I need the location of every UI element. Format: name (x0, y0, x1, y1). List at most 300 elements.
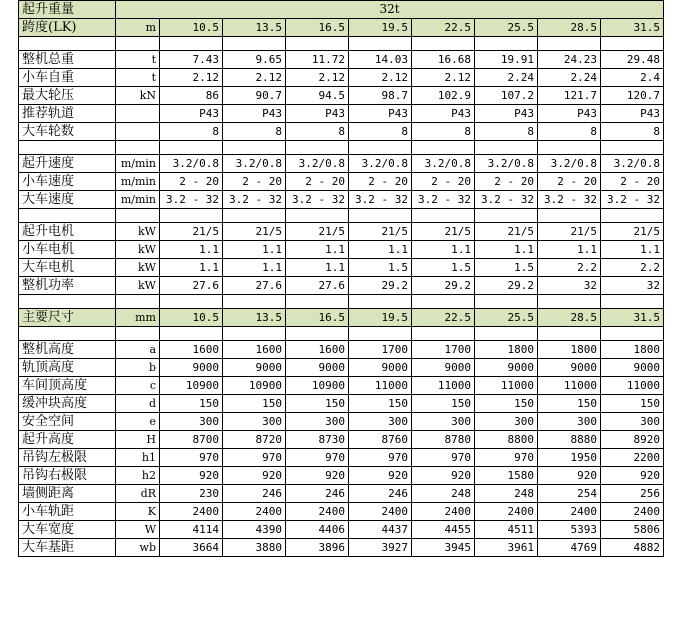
value-cell: 2.12 (160, 69, 223, 87)
empty-cell (538, 209, 601, 223)
value-cell: 1800 (601, 341, 664, 359)
empty-cell (349, 209, 412, 223)
value-cell: 150 (412, 395, 475, 413)
table-row (19, 521, 664, 539)
value-cell: 1.1 (538, 241, 601, 259)
value-cell: 3.2 - 32 (223, 191, 286, 209)
value-cell: 3.2/0.8 (160, 155, 223, 173)
value-cell: 8 (286, 123, 349, 141)
value-cell: 3.2/0.8 (349, 155, 412, 173)
empty-cell (412, 141, 475, 155)
value-cell: 11000 (538, 377, 601, 395)
value-cell: 1.1 (160, 259, 223, 277)
value-cell: 150 (349, 395, 412, 413)
value-cell: 22.5 (412, 309, 475, 327)
value-cell: 28.5 (538, 19, 601, 37)
value-cell: 8920 (601, 431, 664, 449)
empty-cell (223, 295, 286, 309)
empty-cell (19, 327, 116, 341)
value-cell: 9000 (286, 359, 349, 377)
value-cell: 2.12 (286, 69, 349, 87)
row-label: 整机高度 (19, 341, 116, 359)
value-cell: 300 (538, 413, 601, 431)
empty-cell (538, 295, 601, 309)
value-cell: 29.48 (601, 51, 664, 69)
value-cell: 970 (160, 449, 223, 467)
empty-cell (412, 327, 475, 341)
value-cell: 11000 (349, 377, 412, 395)
value-cell: 1600 (223, 341, 286, 359)
value-cell: 3945 (412, 539, 475, 557)
dimensions-header-row (19, 309, 664, 327)
empty-cell (116, 295, 160, 309)
value-cell: 150 (223, 395, 286, 413)
value-cell: P43 (160, 105, 223, 123)
value-cell: 11000 (601, 377, 664, 395)
value-cell: 31.5 (601, 309, 664, 327)
value-cell: 8 (349, 123, 412, 141)
row-label: 推荐轨道 (19, 105, 116, 123)
value-cell: 920 (538, 467, 601, 485)
value-cell: 2 - 20 (538, 173, 601, 191)
value-cell: 86 (160, 87, 223, 105)
table-row (19, 503, 664, 521)
value-cell: 4769 (538, 539, 601, 557)
value-cell: 29.2 (475, 277, 538, 295)
value-cell: 10900 (223, 377, 286, 395)
row-unit (116, 105, 160, 123)
value-cell: 248 (412, 485, 475, 503)
empty-cell (349, 327, 412, 341)
empty-cell (160, 295, 223, 309)
value-cell: 9000 (475, 359, 538, 377)
value-cell: 3.2 - 32 (349, 191, 412, 209)
value-cell: 8 (160, 123, 223, 141)
empty-cell (286, 209, 349, 223)
empty-cell (601, 37, 664, 51)
value-cell: 248 (475, 485, 538, 503)
value-cell: 3.2 - 32 (286, 191, 349, 209)
value-cell: 2.24 (475, 69, 538, 87)
row-label: 起升速度 (19, 155, 116, 173)
value-cell: 1.1 (160, 241, 223, 259)
span-row (19, 19, 664, 37)
value-cell: 1.5 (475, 259, 538, 277)
table-row (19, 223, 664, 241)
value-cell: 3.2 - 32 (160, 191, 223, 209)
value-cell: 300 (601, 413, 664, 431)
row-label: 大车基距 (19, 539, 116, 557)
empty-cell (349, 295, 412, 309)
value-cell: P43 (475, 105, 538, 123)
value-cell: 9.65 (223, 51, 286, 69)
value-cell: 254 (538, 485, 601, 503)
value-cell: 3880 (223, 539, 286, 557)
value-cell: 2 - 20 (475, 173, 538, 191)
value-cell: 3896 (286, 539, 349, 557)
value-cell: 9000 (601, 359, 664, 377)
value-cell: 16.5 (286, 309, 349, 327)
row-unit: m/min (116, 173, 160, 191)
empty-cell (286, 295, 349, 309)
value-cell: P43 (223, 105, 286, 123)
value-cell: 150 (601, 395, 664, 413)
value-cell: 10.5 (160, 309, 223, 327)
row-label: 最大轮压 (19, 87, 116, 105)
value-cell: 970 (412, 449, 475, 467)
value-cell: 920 (601, 467, 664, 485)
empty-cell (538, 327, 601, 341)
value-cell: 4511 (475, 521, 538, 539)
value-cell: 107.2 (475, 87, 538, 105)
value-cell: 3.2 - 32 (475, 191, 538, 209)
row-unit: h2 (116, 467, 160, 485)
row-unit: m/min (116, 191, 160, 209)
value-cell: 21/5 (538, 223, 601, 241)
empty-cell (116, 209, 160, 223)
table-row (19, 377, 664, 395)
row-unit: d (116, 395, 160, 413)
value-cell: 21/5 (349, 223, 412, 241)
value-cell: 9000 (349, 359, 412, 377)
row-unit: a (116, 341, 160, 359)
empty-cell (349, 37, 412, 51)
value-cell: 4455 (412, 521, 475, 539)
row-unit: c (116, 377, 160, 395)
value-cell: 8 (538, 123, 601, 141)
value-cell: 8730 (286, 431, 349, 449)
value-cell: 25.5 (475, 309, 538, 327)
value-cell: 2400 (160, 503, 223, 521)
row-label: 小车电机 (19, 241, 116, 259)
value-cell: 3664 (160, 539, 223, 557)
empty-cell (19, 209, 116, 223)
spacer-row (19, 141, 664, 155)
empty-cell (223, 141, 286, 155)
empty-cell (286, 141, 349, 155)
value-cell: 2.12 (349, 69, 412, 87)
value-cell: 4437 (349, 521, 412, 539)
row-label: 小车轨距 (19, 503, 116, 521)
value-cell: 246 (286, 485, 349, 503)
empty-cell (286, 37, 349, 51)
value-cell: 970 (286, 449, 349, 467)
value-cell: 3.2/0.8 (538, 155, 601, 173)
value-cell: 1700 (349, 341, 412, 359)
value-cell: 2200 (601, 449, 664, 467)
value-cell: 32 (538, 277, 601, 295)
value-cell: 29.2 (349, 277, 412, 295)
value-cell: 2 - 20 (286, 173, 349, 191)
value-cell: 3.2/0.8 (223, 155, 286, 173)
empty-cell (19, 37, 116, 51)
value-cell: 970 (475, 449, 538, 467)
value-cell: 10900 (286, 377, 349, 395)
value-cell: 8 (223, 123, 286, 141)
empty-cell (349, 141, 412, 155)
value-cell: 2400 (223, 503, 286, 521)
row-unit: kW (116, 241, 160, 259)
row-unit: kN (116, 87, 160, 105)
value-cell: 1800 (538, 341, 601, 359)
crane-spec-table (18, 0, 664, 557)
value-cell: 27.6 (160, 277, 223, 295)
row-unit: H (116, 431, 160, 449)
row-unit: K (116, 503, 160, 521)
value-cell: 4114 (160, 521, 223, 539)
value-cell: 2.12 (412, 69, 475, 87)
value-cell: 300 (223, 413, 286, 431)
spacer-row (19, 327, 664, 341)
value-cell: 14.03 (349, 51, 412, 69)
value-cell: 8780 (412, 431, 475, 449)
value-cell: 2400 (286, 503, 349, 521)
value-cell: 1.1 (412, 241, 475, 259)
empty-cell (223, 37, 286, 51)
value-cell: 2.2 (538, 259, 601, 277)
table-row (19, 539, 664, 557)
value-cell: 970 (223, 449, 286, 467)
empty-cell (223, 209, 286, 223)
row-label: 轨顶高度 (19, 359, 116, 377)
value-cell: 121.7 (538, 87, 601, 105)
row-label: 吊钩左极限 (19, 449, 116, 467)
empty-cell (116, 327, 160, 341)
value-cell: 8720 (223, 431, 286, 449)
row-label: 整机功率 (19, 277, 116, 295)
value-cell: 1.1 (223, 259, 286, 277)
row-unit: wb (116, 539, 160, 557)
row-label: 车间顶高度 (19, 377, 116, 395)
value-cell: 24.23 (538, 51, 601, 69)
value-cell: 1580 (475, 467, 538, 485)
table-row (19, 359, 664, 377)
table-body (19, 1, 664, 557)
row-label: 吊钩右极限 (19, 467, 116, 485)
value-cell: 102.9 (412, 87, 475, 105)
row-unit: t (116, 51, 160, 69)
capacity-label: 起升重量 (19, 1, 116, 19)
empty-cell (160, 209, 223, 223)
row-unit: kW (116, 259, 160, 277)
value-cell: 2.2 (601, 259, 664, 277)
value-cell: 300 (160, 413, 223, 431)
empty-cell (538, 141, 601, 155)
row-unit: b (116, 359, 160, 377)
table-row (19, 341, 664, 359)
value-cell: 3.2/0.8 (286, 155, 349, 173)
row-label: 大车速度 (19, 191, 116, 209)
value-cell: 8 (601, 123, 664, 141)
row-label: 起升高度 (19, 431, 116, 449)
value-cell: 9000 (160, 359, 223, 377)
value-cell: 10.5 (160, 19, 223, 37)
empty-cell (412, 209, 475, 223)
empty-cell (538, 37, 601, 51)
value-cell: 25.5 (475, 19, 538, 37)
row-label: 小车自重 (19, 69, 116, 87)
value-cell: 21/5 (223, 223, 286, 241)
empty-cell (475, 327, 538, 341)
value-cell: 9000 (223, 359, 286, 377)
row-unit: m/min (116, 155, 160, 173)
value-cell: 920 (286, 467, 349, 485)
value-cell: 920 (160, 467, 223, 485)
value-cell: 8760 (349, 431, 412, 449)
value-cell: 21/5 (412, 223, 475, 241)
value-cell: 300 (349, 413, 412, 431)
value-cell: 1.1 (286, 259, 349, 277)
empty-cell (601, 327, 664, 341)
value-cell: 21/5 (160, 223, 223, 241)
value-cell: 9000 (412, 359, 475, 377)
value-cell: 8700 (160, 431, 223, 449)
value-cell: 94.5 (286, 87, 349, 105)
value-cell: 98.7 (349, 87, 412, 105)
value-cell: 5806 (601, 521, 664, 539)
value-cell: 21/5 (601, 223, 664, 241)
table-row (19, 191, 664, 209)
row-unit: W (116, 521, 160, 539)
value-cell: 1600 (286, 341, 349, 359)
value-cell: 920 (349, 467, 412, 485)
empty-cell (116, 141, 160, 155)
value-cell: 3.2/0.8 (412, 155, 475, 173)
value-cell: 16.5 (286, 19, 349, 37)
table-row (19, 413, 664, 431)
value-cell: 920 (412, 467, 475, 485)
row-unit: h1 (116, 449, 160, 467)
table-row (19, 241, 664, 259)
row-unit: m (116, 19, 160, 37)
value-cell: 31.5 (601, 19, 664, 37)
empty-cell (160, 37, 223, 51)
value-cell: 150 (160, 395, 223, 413)
value-cell: 21/5 (475, 223, 538, 241)
empty-cell (412, 295, 475, 309)
value-cell: 13.5 (223, 19, 286, 37)
row-label: 大车轮数 (19, 123, 116, 141)
row-label: 墙侧距离 (19, 485, 116, 503)
value-cell: 920 (223, 467, 286, 485)
value-cell: 4406 (286, 521, 349, 539)
value-cell: 1.1 (286, 241, 349, 259)
empty-cell (601, 141, 664, 155)
empty-cell (160, 141, 223, 155)
value-cell: 3961 (475, 539, 538, 557)
table-row (19, 155, 664, 173)
row-unit: mm (116, 309, 160, 327)
row-unit: kW (116, 277, 160, 295)
value-cell: 90.7 (223, 87, 286, 105)
row-label: 整机总重 (19, 51, 116, 69)
value-cell: 5393 (538, 521, 601, 539)
value-cell: 256 (601, 485, 664, 503)
value-cell: 2400 (601, 503, 664, 521)
value-cell: 2400 (538, 503, 601, 521)
value-cell: 1.1 (349, 241, 412, 259)
table-row (19, 449, 664, 467)
row-unit: t (116, 69, 160, 87)
table-row (19, 467, 664, 485)
value-cell: 27.6 (286, 277, 349, 295)
value-cell: 11000 (412, 377, 475, 395)
value-cell: 3.2 - 32 (412, 191, 475, 209)
value-cell: 150 (538, 395, 601, 413)
row-label: 起升电机 (19, 223, 116, 241)
value-cell: 3.2/0.8 (475, 155, 538, 173)
value-cell: 1.1 (475, 241, 538, 259)
value-cell: 22.5 (412, 19, 475, 37)
table-row (19, 87, 664, 105)
row-unit: kW (116, 223, 160, 241)
capacity-row (19, 1, 664, 19)
value-cell: 1600 (160, 341, 223, 359)
value-cell: 300 (412, 413, 475, 431)
value-cell: 7.43 (160, 51, 223, 69)
row-label: 大车宽度 (19, 521, 116, 539)
value-cell: 1.1 (223, 241, 286, 259)
row-unit: dR (116, 485, 160, 503)
value-cell: 8 (412, 123, 475, 141)
table-row (19, 123, 664, 141)
value-cell: 1700 (412, 341, 475, 359)
value-cell: 2 - 20 (223, 173, 286, 191)
value-cell: 300 (475, 413, 538, 431)
empty-cell (19, 141, 116, 155)
value-cell: P43 (349, 105, 412, 123)
row-label: 主要尺寸 (19, 309, 116, 327)
row-label: 小车速度 (19, 173, 116, 191)
value-cell: P43 (601, 105, 664, 123)
table-row (19, 431, 664, 449)
value-cell: 4390 (223, 521, 286, 539)
value-cell: 300 (286, 413, 349, 431)
table-row (19, 485, 664, 503)
value-cell: 1.5 (412, 259, 475, 277)
table-row (19, 51, 664, 69)
empty-cell (412, 37, 475, 51)
value-cell: 10900 (160, 377, 223, 395)
table-row (19, 105, 664, 123)
value-cell: 246 (349, 485, 412, 503)
value-cell: 1.5 (349, 259, 412, 277)
value-cell: 2400 (412, 503, 475, 521)
value-cell: 2 - 20 (349, 173, 412, 191)
value-cell: 2.4 (601, 69, 664, 87)
value-cell: 2 - 20 (160, 173, 223, 191)
value-cell: 2 - 20 (412, 173, 475, 191)
value-cell: 2.12 (223, 69, 286, 87)
value-cell: 8880 (538, 431, 601, 449)
value-cell: 1950 (538, 449, 601, 467)
value-cell: 19.5 (349, 309, 412, 327)
value-cell: 21/5 (286, 223, 349, 241)
value-cell: P43 (412, 105, 475, 123)
value-cell: 3.2/0.8 (601, 155, 664, 173)
value-cell: 27.6 (223, 277, 286, 295)
value-cell: 230 (160, 485, 223, 503)
empty-cell (160, 327, 223, 341)
value-cell: P43 (538, 105, 601, 123)
table-row (19, 69, 664, 87)
value-cell: 19.91 (475, 51, 538, 69)
capacity-value: 32t (116, 1, 664, 19)
spacer-row (19, 37, 664, 51)
value-cell: 150 (475, 395, 538, 413)
empty-cell (19, 295, 116, 309)
value-cell: 970 (349, 449, 412, 467)
